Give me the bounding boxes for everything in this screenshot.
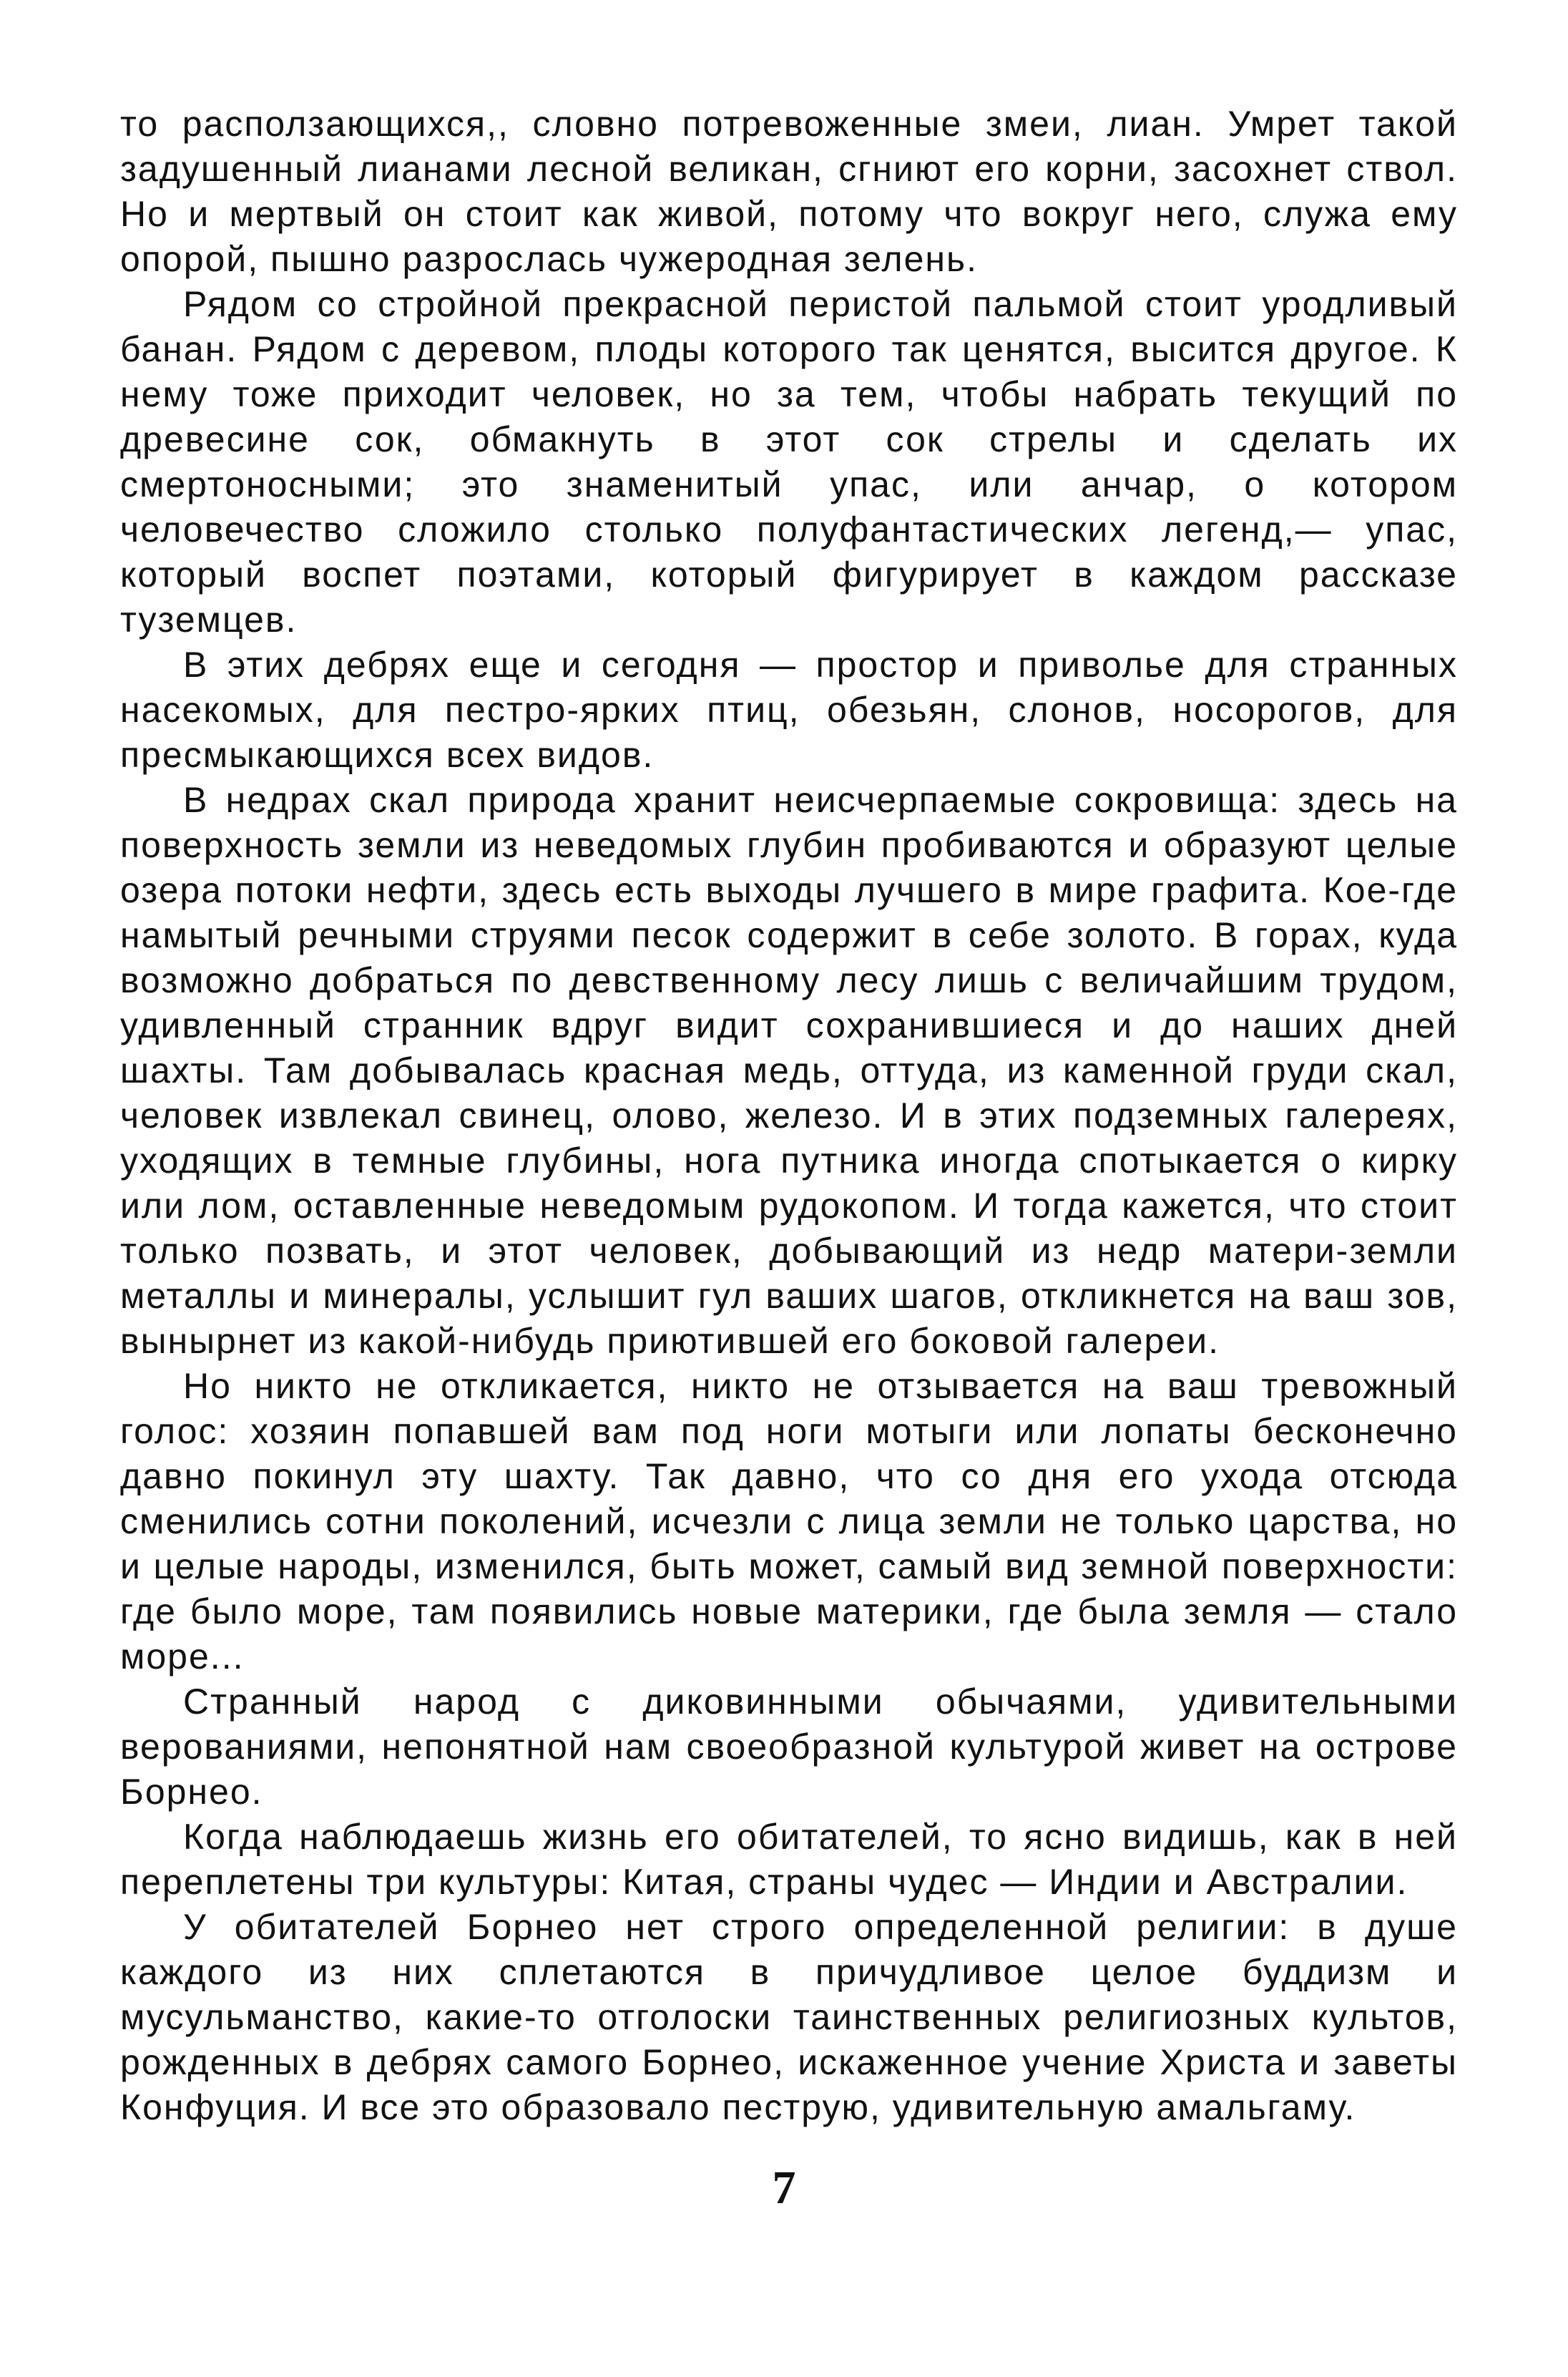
paragraph-8: У обитателей Борнео нет строго определенной религии: в душе каждого из них сплетаются в причудливое целое буддизм и мусульманство, какие-то отголоски таинственных религиозных культов, рожденных в дебрях самого Борнео, искаженное учение Христа и заветы Конфуция. И все это образовало пеструю, удивительную амальгаму. [120, 1907, 1458, 2127]
paragraph-6: Странный народ с диковинными обычаями, удивительными верованиями, непонятной нам своеобразной культурой живет на острове Борнео. [120, 1682, 1458, 1812]
paragraph-4: В недрах скал природа хранит неисчерпаемые сокровища: здесь на поверхность земли из неведомых глубин пробиваются и образуют целые озера потоки нефти, здесь есть выходы лучшего в мире графита. Кое-где намытый речными струями песок содержит в себе золото. В горах, куда возможно добраться по девственному лесу лишь с величайшим трудом, удивленный странник вдруг видит сохранившиеся и до наших дней шахты. Там добывалась красная медь, оттуда, из каменной груди скал, человек извлекал свинец, олово, железо. И в этих подземных галереях, уходящих в темные глубины, нога путника иногда спотыкается о кирку или лом, оставленные неведомым рудокопом. И тогда кажется, что стоит только позвать, и этот человек, добывающий из недр матери-земли металлы и минералы, услышит гул ваших шагов, откликнется на ваш зов, вынырнет из какой-нибудь приютившей его боковой галереи. [120, 780, 1458, 1361]
page-text [120, 102, 1458, 2130]
paragraph-3: В этих дебрях еще и сегодня — простор и приволье для странных насекомых, для пестро-ярких птиц, обезьян, слонов, носорогов, для пресмыкающихся всех видов. [120, 645, 1458, 775]
paragraph-5: Но никто не откликается, никто не отзывается на ваш тревожный голос: хозяин попавшей вам под ноги мотыги или лопаты бесконечно давно покинул эту шахту. Так давно, что со дня его ухода отсюда сменились сотни поколений, исчезли с лица земли не только царства, но и целые народы, изменился, быть может, самый вид земной поверхности: где было море, там появились новые материки, где была земля — стало море... [120, 1366, 1458, 1676]
paragraph-2: Рядом со стройной прекрасной перистой пальмой стоит уродливый банан. Рядом с деревом, плоды которого так ценятся, высится другое. К нему тоже приходит человек, но за тем, чтобы набрать текущий по древесине сок, обмакнуть в этот сок стрелы и сделать их смертоносными; это знаменитый упас, или анчар, о котором человечество сложило столько полуфантастических легенд,— упас, который воспет поэтами, который фигурирует в каждом рассказе туземцев. [120, 284, 1458, 640]
paragraph-1: то расползающихся,, словно потревоженные змеи, лиан. Умрет такой задушенный лианами лесной великан, сгниют его корни, засохнет ствол. Но и мертвый он стоит как живой, потому что вокруг него, служа ему опорой, пышно разрослась чужеродная зелень. [120, 104, 1458, 279]
paragraph-7: Когда наблюдаешь жизнь его обитателей, то ясно видишь, как в ней переплетены три культуры: Китая, страны чудес — Индии и Австралии. [120, 1817, 1458, 1902]
page-number: 7 [772, 2162, 796, 2214]
